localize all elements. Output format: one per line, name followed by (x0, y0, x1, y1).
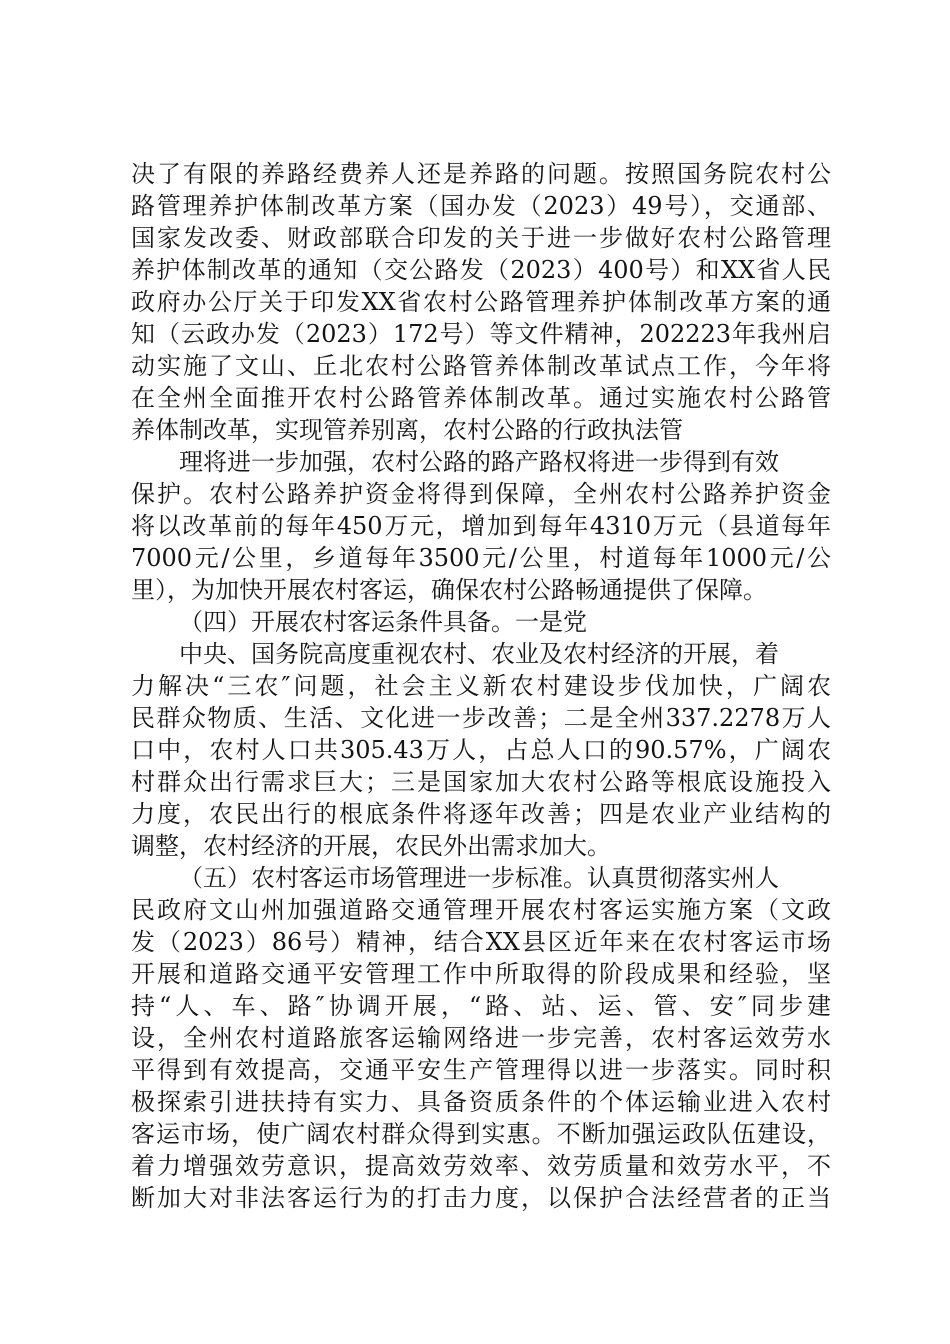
text-line: 民群众物质、生活、文化进一步改善；二是全州337.2278万人 (131, 704, 831, 732)
text-line: 村群众出行需求巨大；三是国家加大农村公路等根底设施投入 (131, 768, 831, 796)
text-line: 力解决“三农″问题，社会主义新农村建设步伐加快，广阔农 (131, 672, 831, 700)
document-body (131, 158, 831, 1214)
text-line: 极探索引进扶持有实力、具备资质条件的个体运输业进入农村 (131, 1088, 831, 1116)
text-line: 调整，农村经济的开展，农民外出需求加大。 (131, 832, 611, 860)
text-line: 里），为加快开展农村客运，确保农村公路畅通提供了保障。 (131, 576, 767, 604)
text-line: 养护体制改革的通知（交公路发（2023）400号）和XX省人民 (131, 256, 831, 284)
text-line: 保护。农村公路养护资金将得到保障，全州农村公路养护资金 (131, 480, 831, 508)
text-line: 国家发改委、财政部联合印发的关于进一步做好农村公路管理 (131, 224, 831, 252)
text-line: 设，全州农村道路旅客运输网络进一步完善，农村客运效劳水 (131, 1024, 831, 1052)
text-line: 在全州全面推开农村公路管养体制改革。通过实施农村公路管 (131, 384, 831, 412)
text-line: 力度，农民出行的根底条件将逐年改善；四是农业产业结构的 (131, 800, 831, 828)
text-line: 决了有限的养路经费养人还是养路的问题。按照国务院农村公 (131, 160, 831, 188)
text-line: 知（云政办发（2023）172号）等文件精神，202223年我州启 (131, 320, 831, 348)
text-line: 养体制改革，实现管养别离，农村公路的行政执法管 (131, 416, 683, 444)
text-line: 7000元/公里，乡道每年3500元/公里，村道每年1000元/公 (131, 544, 831, 572)
text-line: 口中，农村人口共305.43万人，占总人口的90.57%，广阔农 (131, 736, 831, 764)
text-line: 动实施了文山、丘北农村公路管养体制改革试点工作，今年将 (131, 352, 831, 380)
text-line: 发（2023）86号）精神，结合XX县区近年来在农村客运市场 (131, 928, 831, 956)
text-line: 路管理养护体制改革方案（国办发（2023）49号），交通部、 (131, 192, 831, 220)
section-heading-4: （四）开展农村客运条件具备。一是党 (179, 608, 587, 636)
text-line: 将以改革前的每年450万元，增加到每年4310万元（县道每年 (131, 512, 831, 540)
section-heading-5: （五）农村客运市场管理进一步标准。认真贯彻落实州人 (179, 864, 779, 892)
text-line: 政府办公厅关于印发XX省农村公路管理养护体制改革方案的通 (131, 288, 831, 316)
text-line: 开展和道路交通平安管理工作中所取得的阶段成果和经验，坚 (131, 960, 831, 988)
text-line: 民政府文山州加强道路交通管理开展农村客运实施方案（文政 (131, 896, 831, 924)
text-line: 中央、国务院高度重视农村、农业及农村经济的开展，着 (179, 640, 779, 668)
text-line: 持“人、车、路″协调开展，“路、站、运、管、安″同步建 (131, 992, 831, 1020)
text-line: 客运市场，使广阔农村群众得到实惠。不断加强运政队伍建设， (131, 1120, 831, 1148)
text-line: 着力增强效劳意识，提高效劳效率、效劳质量和效劳水平，不 (131, 1152, 831, 1180)
text-line: 理将进一步加强，农村公路的路产路权将进一步得到有效 (179, 448, 779, 476)
text-line: 平得到有效提高，交通平安生产管理得以进一步落实。同时积 (131, 1056, 831, 1084)
text-line: 断加大对非法客运行为的打击力度，以保护合法经营者的正当 (131, 1184, 831, 1212)
